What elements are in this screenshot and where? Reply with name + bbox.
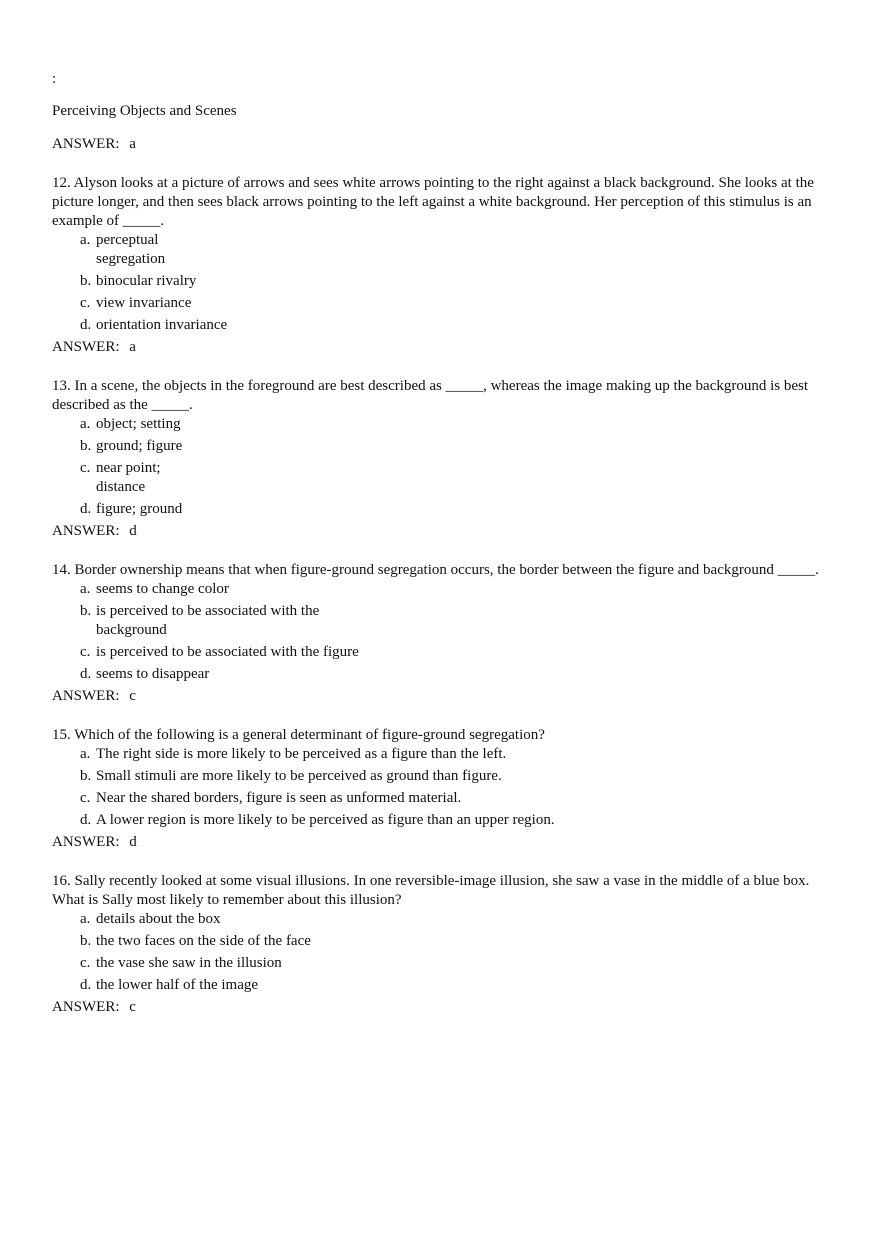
question-stem: 14. Border ownership means that when figure-ground segregation occurs, the border between the figure and background _____. bbox=[52, 562, 819, 578]
answer-line bbox=[52, 522, 822, 541]
option-text: the vase she saw in the illusion bbox=[96, 955, 282, 971]
question-12 bbox=[52, 174, 822, 357]
question-15 bbox=[52, 726, 822, 852]
answer-label: ANSWER: bbox=[52, 523, 120, 539]
option-letter: b. bbox=[80, 768, 92, 784]
document-page bbox=[52, 70, 822, 1017]
answer-value: a bbox=[129, 339, 136, 355]
option-letter: d. bbox=[80, 977, 92, 993]
answer-value: d bbox=[129, 523, 137, 539]
option-text: figure; ground bbox=[96, 501, 183, 517]
option-a bbox=[52, 580, 822, 599]
option-letter: a. bbox=[80, 581, 91, 597]
answer-line bbox=[52, 135, 822, 154]
option-d bbox=[52, 665, 822, 684]
option-c bbox=[52, 643, 822, 662]
answer-label: ANSWER: bbox=[52, 999, 120, 1015]
question-stem: 13. In a scene, the objects in the foreground are best described as _____, whereas the image making up the background is best described as the _____. bbox=[52, 378, 809, 413]
answer-value: c bbox=[129, 999, 136, 1015]
option-letter: d. bbox=[80, 812, 92, 828]
option-c bbox=[52, 789, 822, 808]
question-stem: 16. Sally recently looked at some visual illusions. In one reversible-image illusion, she saw a vase in the middle of a blue box. What is Sally most likely to remember about this illusion? bbox=[52, 873, 810, 908]
option-letter: a. bbox=[80, 746, 91, 762]
option-text: seems to change color bbox=[96, 581, 229, 597]
option-text: near point; distance bbox=[96, 460, 161, 495]
option-d bbox=[52, 811, 822, 830]
option-text: Near the shared borders, figure is seen as unformed material. bbox=[96, 790, 462, 806]
option-text: details about the box bbox=[96, 911, 221, 927]
option-text: seems to disappear bbox=[96, 666, 210, 682]
option-letter: b. bbox=[80, 438, 92, 454]
question-stem: 12. Alyson looks at a picture of arrows and sees white arrows pointing to the right against a black background. She looks at the picture longer, and then sees black arrows pointing to the left against a white background. Her perception of this stimulus is an example of _____. bbox=[52, 175, 814, 229]
option-letter: c. bbox=[80, 790, 91, 806]
option-letter: a. bbox=[80, 232, 91, 248]
option-b bbox=[52, 932, 822, 951]
option-c bbox=[52, 294, 822, 313]
option-text: perceptual segregation bbox=[96, 232, 166, 267]
option-letter: c. bbox=[80, 955, 91, 971]
option-letter: c. bbox=[80, 644, 91, 660]
option-letter: d. bbox=[80, 317, 92, 333]
option-letter: b. bbox=[80, 273, 92, 289]
answer-line bbox=[52, 833, 822, 852]
option-text: view invariance bbox=[96, 295, 192, 311]
option-text: the lower half of the image bbox=[96, 977, 259, 993]
option-text: ground; figure bbox=[96, 438, 183, 454]
option-text: The right side is more likely to be perceived as a figure than the left. bbox=[96, 746, 507, 762]
option-c bbox=[52, 459, 822, 497]
topic-heading: Perceiving Objects and Scenes bbox=[52, 103, 237, 119]
option-list bbox=[52, 745, 822, 830]
answer-value: d bbox=[129, 834, 137, 850]
option-text: A lower region is more likely to be perceived as figure than an upper region. bbox=[96, 812, 555, 828]
option-text: binocular rivalry bbox=[96, 273, 197, 289]
answer-line bbox=[52, 998, 822, 1017]
option-d bbox=[52, 316, 822, 335]
option-b bbox=[52, 437, 822, 456]
option-list bbox=[52, 580, 822, 684]
option-text: orientation invariance bbox=[96, 317, 228, 333]
option-letter: c. bbox=[80, 295, 91, 311]
option-letter: c. bbox=[80, 460, 91, 476]
answer-line bbox=[52, 338, 822, 357]
option-text: is perceived to be associated with the background bbox=[96, 603, 320, 638]
answer-label: ANSWER: bbox=[52, 834, 120, 850]
answer-value: c bbox=[129, 688, 136, 704]
option-text: Small stimuli are more likely to be perceived as ground than figure. bbox=[96, 768, 502, 784]
option-letter: a. bbox=[80, 416, 91, 432]
option-text: object; setting bbox=[96, 416, 181, 432]
option-b bbox=[52, 767, 822, 786]
option-b bbox=[52, 272, 822, 291]
option-d bbox=[52, 500, 822, 519]
option-text: is perceived to be associated with the figure bbox=[96, 644, 359, 660]
question-14 bbox=[52, 561, 822, 706]
answer-label: ANSWER: bbox=[52, 688, 120, 704]
answer-line bbox=[52, 687, 822, 706]
option-a bbox=[52, 745, 822, 764]
answer-label: ANSWER: bbox=[52, 136, 120, 152]
answer-value: a bbox=[129, 136, 136, 152]
option-letter: a. bbox=[80, 911, 91, 927]
option-list bbox=[52, 910, 822, 995]
question-13 bbox=[52, 377, 822, 541]
option-letter: d. bbox=[80, 501, 92, 517]
option-b bbox=[52, 602, 822, 640]
option-list bbox=[52, 231, 822, 335]
question-stem: 15. Which of the following is a general determinant of figure-ground segregation? bbox=[52, 727, 545, 743]
option-text: the two faces on the side of the face bbox=[96, 933, 311, 949]
option-letter: b. bbox=[80, 603, 92, 619]
option-c bbox=[52, 954, 822, 973]
option-list bbox=[52, 415, 822, 519]
question-16 bbox=[52, 872, 822, 1017]
option-a bbox=[52, 231, 822, 269]
option-d bbox=[52, 976, 822, 995]
leading-colon: : bbox=[52, 71, 57, 87]
option-a bbox=[52, 910, 822, 929]
option-letter: b. bbox=[80, 933, 92, 949]
answer-label: ANSWER: bbox=[52, 339, 120, 355]
option-a bbox=[52, 415, 822, 434]
option-letter: d. bbox=[80, 666, 92, 682]
